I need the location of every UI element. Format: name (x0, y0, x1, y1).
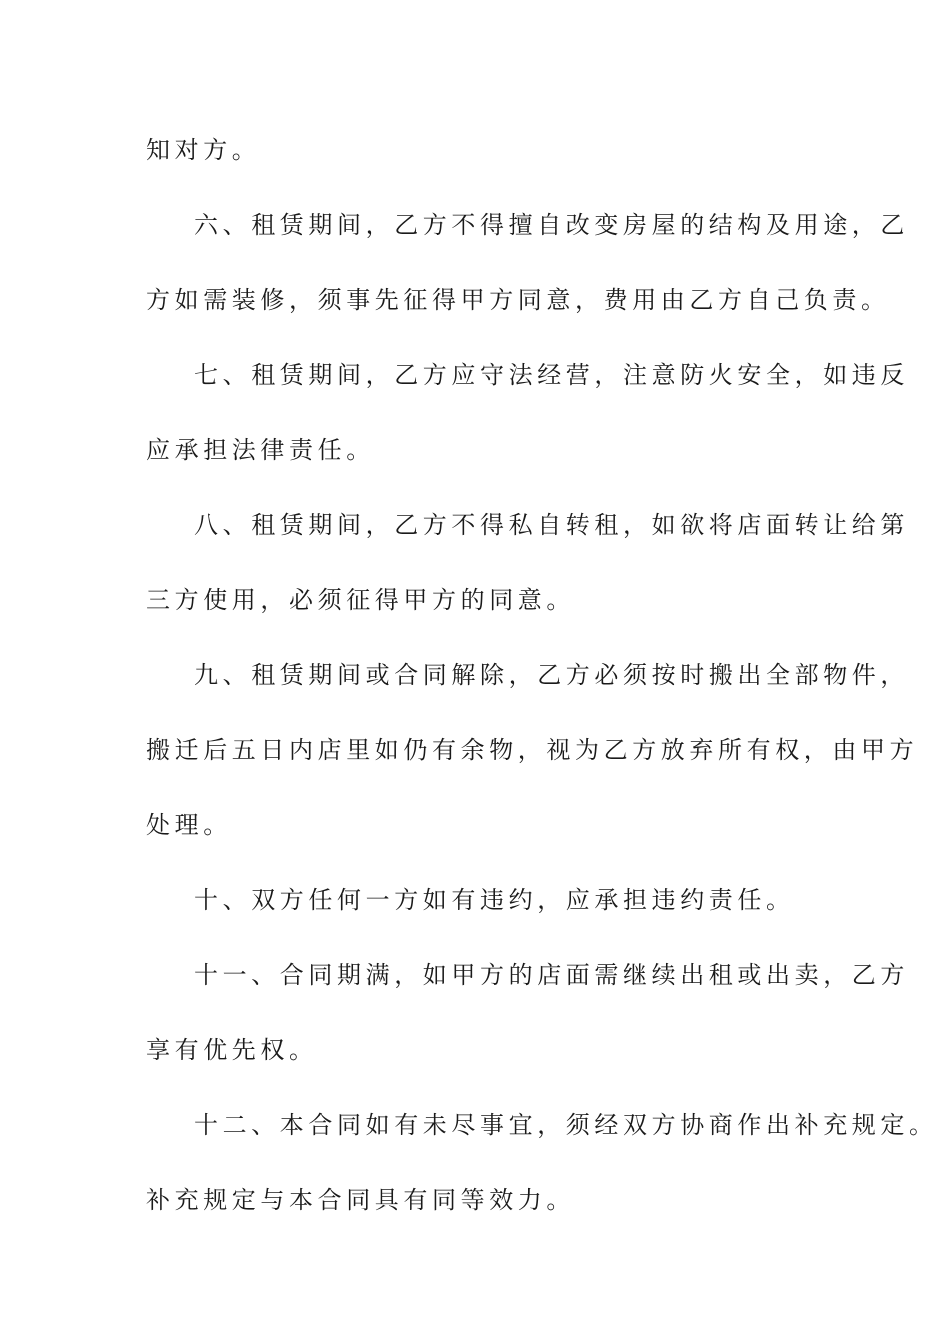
clause-6-text: 六、租赁期间，乙方不得擅自改变房屋的结构及用途，乙 (194, 211, 909, 239)
clause-7-text: 七、租赁期间，乙方应守法经营，注意防火安全，如违反 (194, 361, 909, 389)
text-line: 方如需装修，须事先征得甲方同意，费用由乙方自己负责。 (146, 286, 890, 314)
text-line: 享有优先权。 (146, 1036, 318, 1064)
text-line: 处理。 (146, 811, 232, 839)
text-line: 搬迁后五日内店里如仍有余物，视为乙方放弃所有权，由甲方 (146, 736, 919, 764)
clause-10-text: 十、双方任何一方如有违约，应承担违约责任。 (194, 886, 795, 914)
text-line: 补充规定与本合同具有同等效力。 (146, 1186, 575, 1214)
clause-12-text: 十二、本合同如有未尽事宜，须经双方协商作出补充规定。 (194, 1111, 938, 1139)
text-line: 三方使用，必须征得甲方的同意。 (146, 586, 575, 614)
text-line: 知对方。 (146, 136, 261, 164)
text-line: 应承担法律责任。 (146, 436, 375, 464)
clause-8-text: 八、租赁期间，乙方不得私自转租，如欲将店面转让给第 (194, 511, 909, 539)
clause-11-text: 十一、合同期满，如甲方的店面需继续出租或出卖，乙方 (194, 961, 909, 989)
clause-9-text: 九、租赁期间或合同解除，乙方必须按时搬出全部物件， (194, 661, 909, 689)
